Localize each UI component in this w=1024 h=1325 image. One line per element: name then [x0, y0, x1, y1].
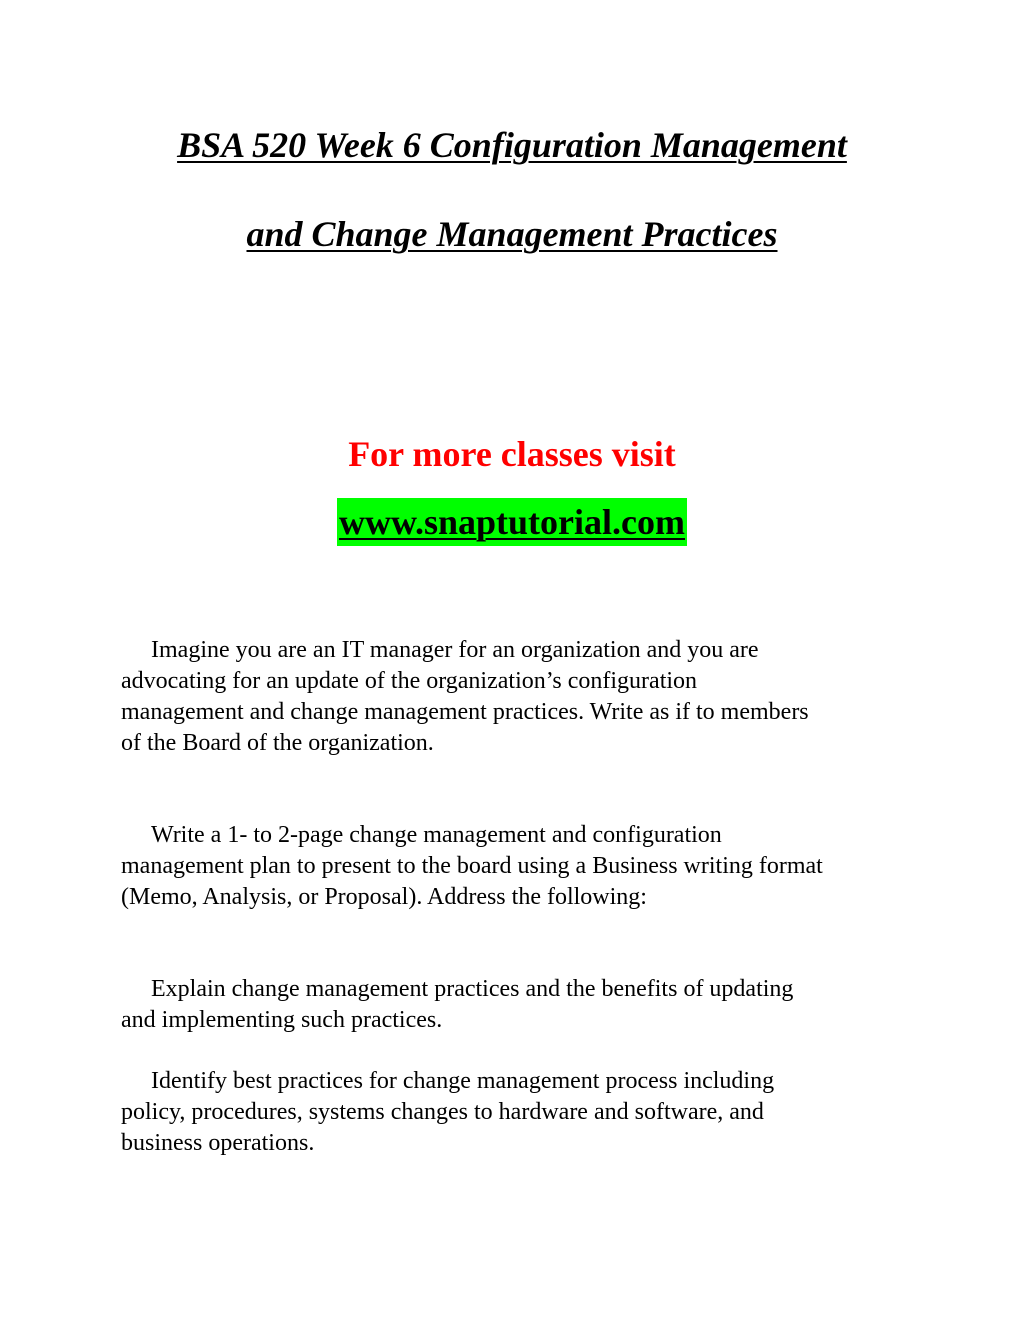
paragraph-line: and implementing such practices. [121, 1007, 443, 1033]
paragraph-line: management and change management practices. Write as if to members [121, 699, 809, 725]
paragraph-line: advocating for an update of the organization’s configuration [121, 668, 698, 694]
paragraph-line: (Memo, Analysis, or Proposal). Address the following: [121, 884, 647, 910]
paragraph-line: management plan to present to the board using a Business writing format [121, 853, 823, 879]
document-title-line-2: and Change Management Practices [246, 214, 778, 254]
paragraph-line: Write a 1- to 2-page change management and configuration [151, 822, 722, 848]
paragraph-intro [121, 635, 921, 759]
paragraph-line: of the Board of the organization. [121, 730, 434, 756]
paragraph-line: Imagine you are an IT manager for an organization and you are [151, 637, 759, 663]
paragraph-explain [121, 974, 921, 1036]
paragraph-assignment [121, 820, 921, 913]
paragraph-line: policy, procedures, systems changes to hardware and software, and [121, 1099, 764, 1125]
promo-link[interactable]: www.snaptutorial.com [337, 498, 687, 546]
paragraph-identify [121, 1066, 921, 1159]
paragraph-line: Identify best practices for change management process including [151, 1068, 775, 1094]
paragraph-line: business operations. [121, 1130, 315, 1156]
document-title-line-1: BSA 520 Week 6 Configuration Management [177, 125, 847, 165]
paragraph-line: Explain change management practices and the benefits of updating [151, 976, 794, 1002]
promo-link-container [0, 498, 1024, 546]
promo-text: For more classes visit [348, 434, 676, 474]
